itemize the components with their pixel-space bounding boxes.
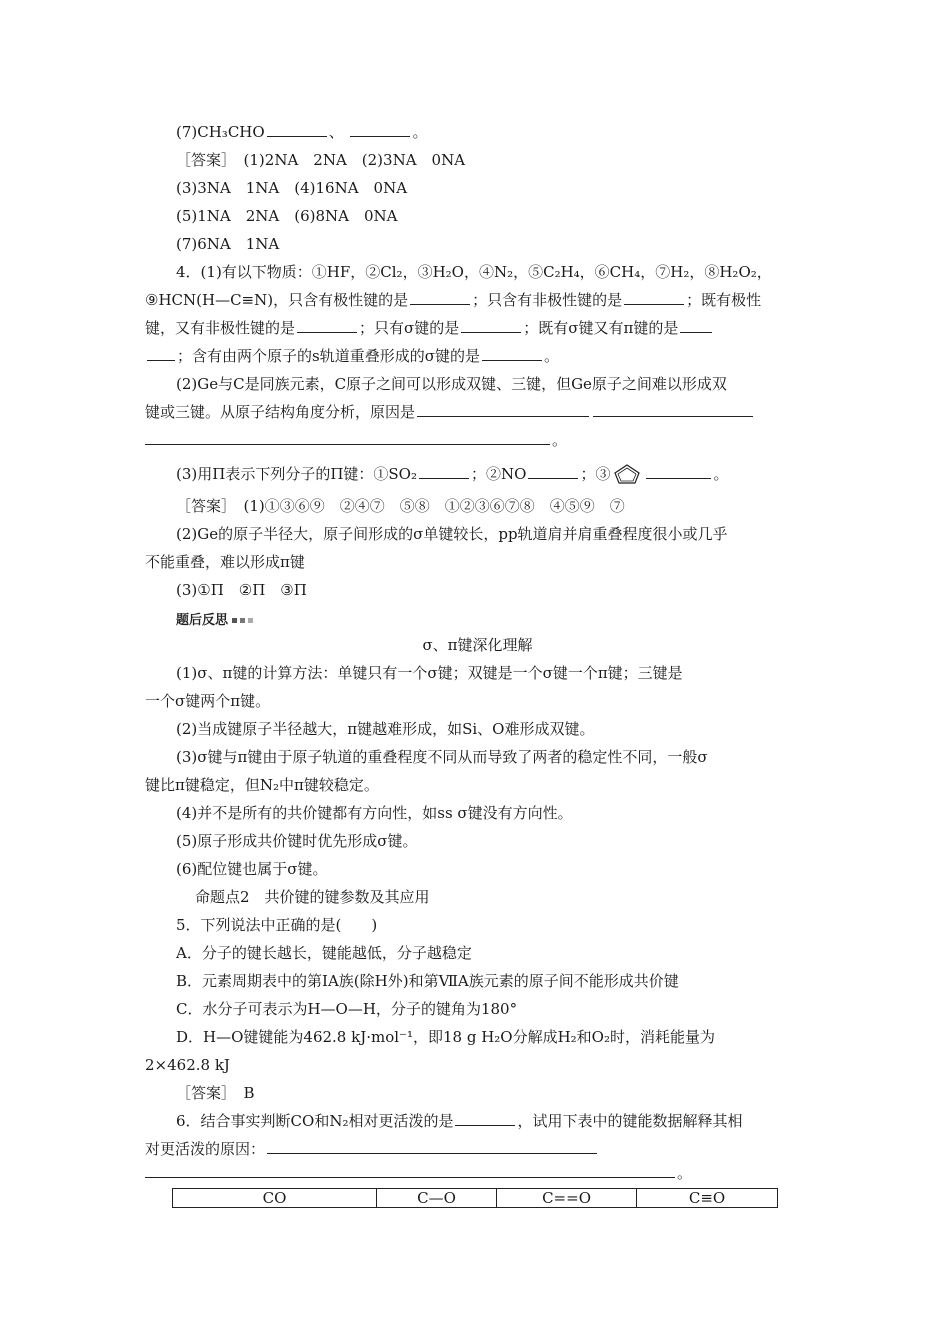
table-header-cell: C—O [377,1189,497,1208]
answer-line: ［答案］ (1)2NA 2NA (2)3NA 0NA [176,151,466,169]
blank[interactable] [267,1139,597,1154]
proposition-title: 命题点2 共价键的键参数及其应用 [195,888,430,906]
answer-line: 不能重叠，难以形成π键 [145,553,305,571]
blank[interactable] [297,318,357,333]
question-4-line: 4．(1)有以下物质：①HF，②Cl₂，③H₂O，④N₂，⑤C₂H₄，⑥CH₄，⑦H₂，⑧H₂O₂， [176,263,772,281]
question-4-part-2: (2)Ge与C是同族元素，C原子之间可以形成双键、三键，但Ge原子之间难以形成双 [176,375,727,393]
blank[interactable] [624,290,684,305]
answer-line: ［答案］ (1)①③⑥⑨ ②④⑦ ⑤⑧ ①②③⑥⑦⑧ ④⑤⑨ ⑦ [176,497,625,515]
table-header-cell: CO [173,1189,377,1208]
question-4-line: ⑨HCN(H—C≡N)，只含有极性键的是 ；只含有非极性键的是 ；既有极性 [145,291,762,309]
section-title: σ、π键深化理解 [422,636,533,654]
reflection-item: (3)σ键与π键由于原子轨道的重叠程度不同从而导致了两者的稳定性不同，一般σ [176,748,708,766]
blank[interactable] [461,318,521,333]
blank[interactable] [528,464,578,479]
answer-line: (5)1NA 2NA (6)8NA 0NA [176,207,398,225]
answer-line: (7)6NA 1NA [176,235,280,253]
answer-line: (3)3NA 1NA (4)16NA 0NA [176,179,408,197]
question-6: 。 [145,1162,810,1184]
blank[interactable] [455,1111,515,1126]
table-header-cell: C≡O [637,1189,778,1208]
blank[interactable] [482,346,542,361]
blank[interactable] [593,402,753,417]
reflection-item: 键比π键稳定，但N₂中π键较稳定。 [145,776,379,794]
reflection-item: 一个σ键两个π键。 [145,692,271,710]
question-4-part-3: (3)用Π表示下列分子的Π键：①SO₂ ；②NO ；③ 。 [176,465,729,483]
question-5: 5．下列说法中正确的是( ) [176,916,378,934]
question-4-line: ；含有由两个原子的s轨道重叠形成的σ键的是 。 [145,345,810,367]
blank[interactable] [145,1163,675,1178]
feedback-heading: 题后反思 [176,609,254,628]
reflection-item: (6)配位键也属于σ键。 [176,860,328,878]
dots-decoration [232,618,254,623]
option-c[interactable]: C．水分子可表示为H—O—H，分子的键角为180° [176,1000,518,1018]
option-b[interactable]: B．元素周期表中的第ⅠA族(除H外)和第ⅦA族元素的原子间不能形成共价键 [176,972,679,990]
question-4-line: 键，又有非极性键的是 ；只有σ键的是 ；既有σ键又有π键的是 [145,317,810,339]
blank[interactable] [147,346,175,361]
cyclopentadienyl-ring-icon [612,463,642,485]
table-row [173,1189,778,1208]
table-header-cell: C==O [497,1189,637,1208]
blank[interactable] [410,290,470,305]
answer-line: (2)Ge的原子半径大，原子间形成的σ单键较长，pp轨道肩并肩重叠程度很小或几乎 [176,525,728,543]
blank[interactable] [646,464,711,479]
reflection-item: (5)原子形成共价键时优先形成σ键。 [176,832,418,850]
question-4-part-2: 。 [145,429,810,451]
option-d[interactable]: D．H—O键键能为462.8 kJ·mol⁻¹，即18 g H₂O分解成H₂和O₂时，消耗能量为 [176,1028,715,1046]
answer-line: ［答案］ B [176,1084,255,1102]
bond-energy-table [172,1188,778,1208]
blank[interactable] [350,122,410,137]
answer-line: (3)①Π ②Π ③Π [176,581,307,599]
reflection-item: (4)并不是所有的共价键都有方向性，如ss σ键没有方向性。 [176,804,573,822]
reflection-item: (1)σ、π键的计算方法：单键只有一个σ键；双键是一个σ键一个π键；三键是 [176,664,683,682]
blank[interactable] [145,430,550,445]
question-7-line: (7)CH₃CHO 、 。 [176,123,428,141]
blank[interactable] [419,464,469,479]
option-a[interactable]: A．分子的键长越长，键能越低，分子越稳定 [176,944,472,962]
question-6: 6．结合事实判断CO和N₂相对更活泼的是 ，试用下表中的键能数据解释其相 [176,1112,743,1130]
reflection-item: (2)当成键原子半径越大，π键越难形成，如Si、O难形成双键。 [176,720,595,738]
blank[interactable] [267,122,327,137]
blank[interactable] [417,402,589,417]
blank[interactable] [680,318,712,333]
option-d-cont: 2×462.8 kJ [145,1056,230,1074]
question-6: 对更活泼的原因： [145,1138,810,1160]
question-4-part-2: 键或三键。从原子结构角度分析，原因是 [145,401,810,423]
